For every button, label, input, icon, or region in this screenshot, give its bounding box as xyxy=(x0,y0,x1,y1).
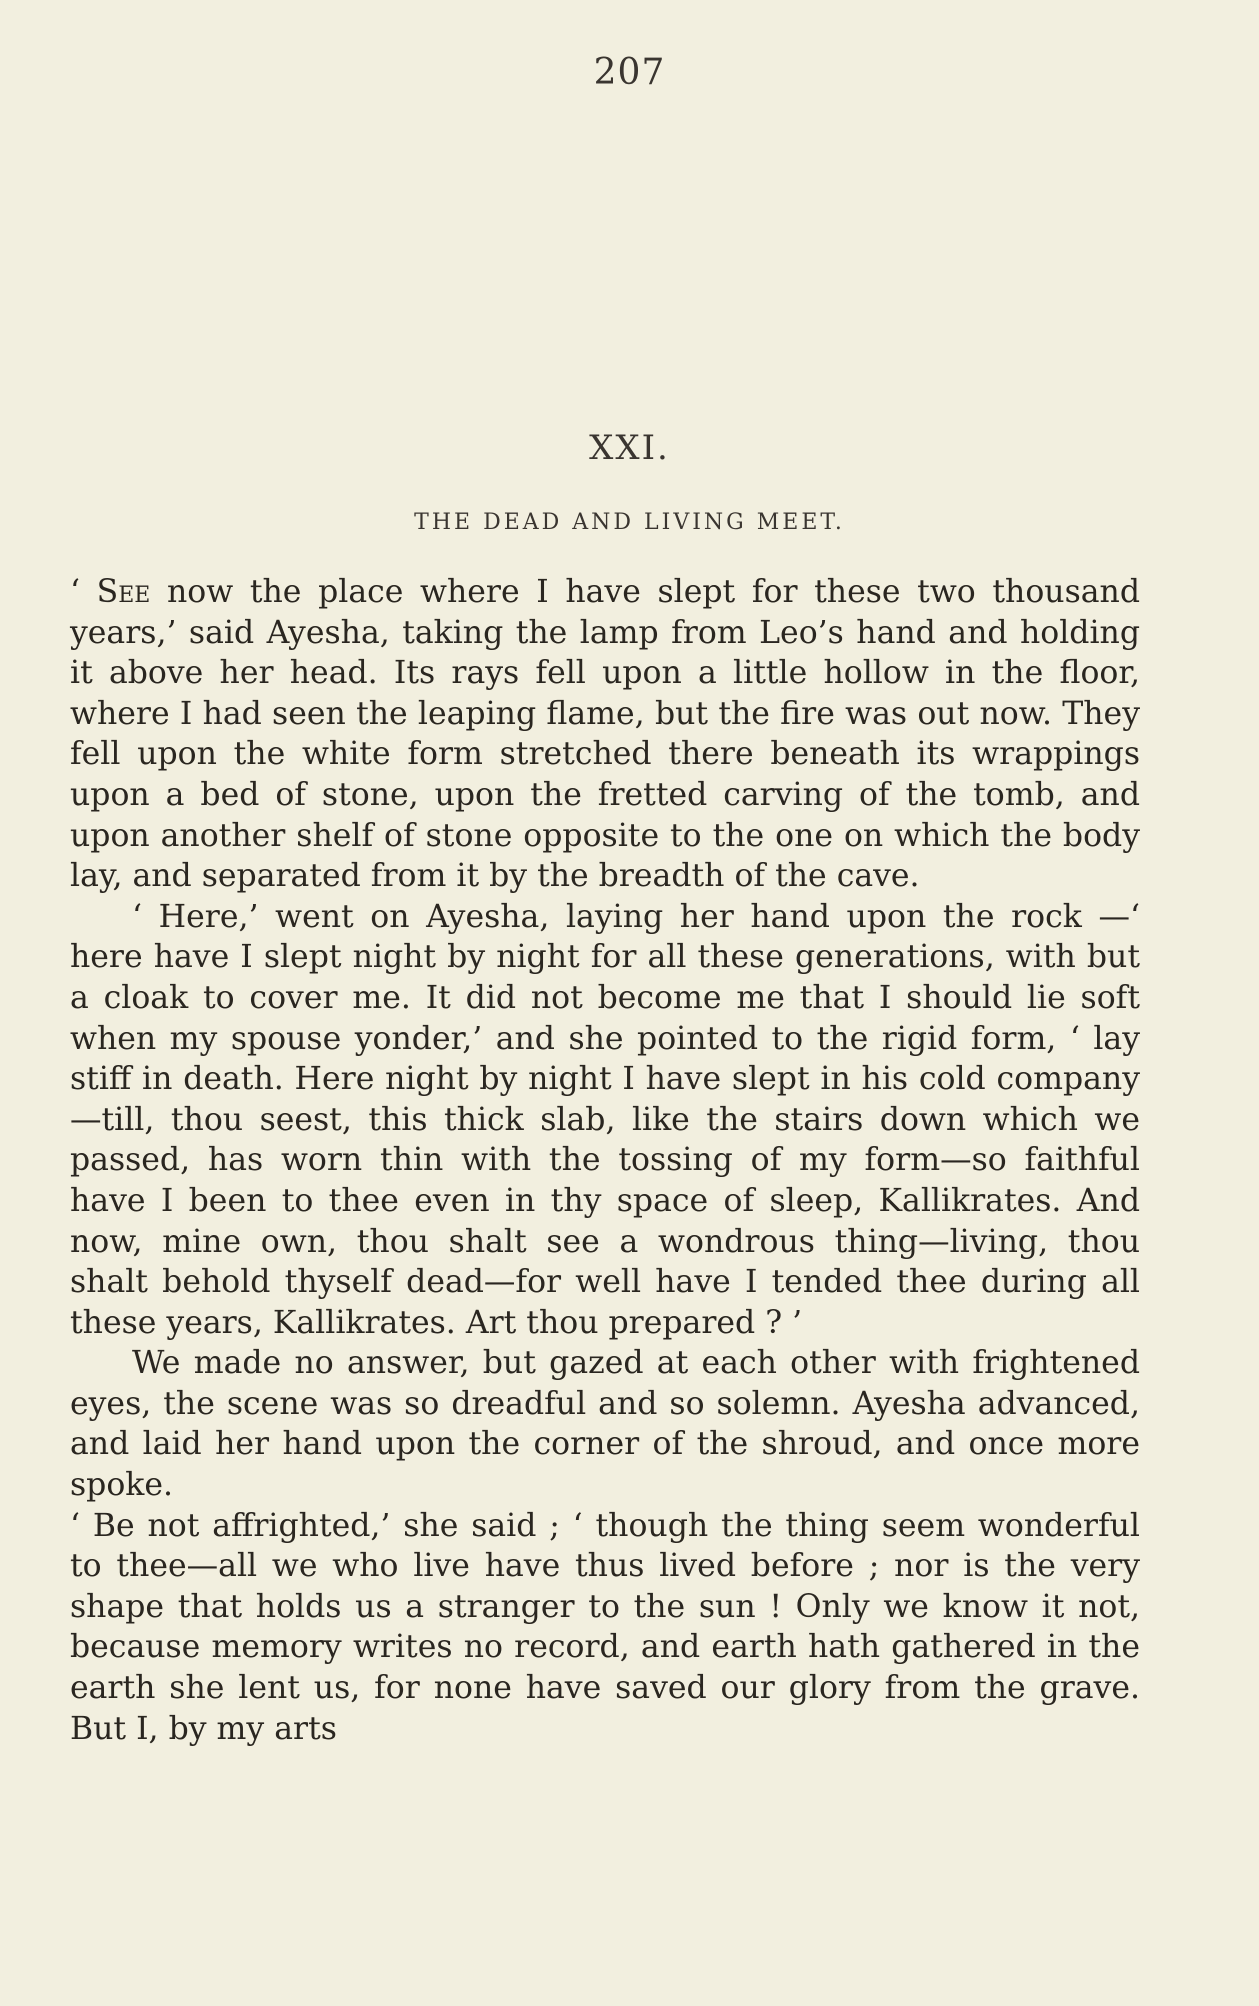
chapter-number: XXI. xyxy=(589,428,670,468)
page-number: 207 xyxy=(593,52,666,93)
paragraph-4: ‘ Be not affrighted,’ she said ; ‘ though the thing seem wonderful to thee—all we who live have thus lived before ; nor is the very shape that holds us a stranger to the sun ! Only we know it not, because memory writes no record, and earth hath gathered in the earth she lent us, for none have saved our glory from the grave. But I, by my arts xyxy=(70,1507,1140,1747)
paragraph-2: ‘ Here,’ went on Ayesha, laying her hand upon the rock —‘ here have I slept night by night for all these generations, with but a cloak to cover me. It did not become me that I should lie soft when my spouse yonder,’ and she pointed to the rigid form, ‘ lay stiff in death. Here night by night I have slept in his cold company—till, thou seest, this thick slab, like the stairs down which we passed, has worn thin with the tossing of my form—so faithful have I been to thee even in thy space of sleep, Kallikrates. And now, mine own, thou shalt see a wondrous thing—living, thou shalt behold thyself dead—for well have I tended thee during all these years, Kallikrates. Art thou prepared ? ’ xyxy=(70,898,1140,1341)
chapter-body xyxy=(70,572,1140,1749)
paragraph-3: We made no answer, but gazed at each other with frightened eyes, the scene was so dreadful and so solemn. Ayesha advanced, and laid her hand upon the corner of the shroud, and once more spoke. xyxy=(70,1345,1140,1504)
chapter-title: THE DEAD AND LIVING MEET. xyxy=(414,510,845,535)
paragraph-1 xyxy=(70,572,1140,897)
paragraph-text: now the place where I have slept for these two thousand years,’ said Ayesha, taking the lamp from Leo’s hand and holding it above her head. Its rays fell upon a little hollow in the floor, where I had seen the leaping flame, but the fire was out now. They fell upon the white form stretched there beneath its wrappings upon a bed of stone, upon the fretted carving of the tomb, and upon another shelf of stone opposite to the one on which the body lay, and separated from it by the breadth of the cave. xyxy=(70,574,1140,895)
opening-words: ‘ See xyxy=(70,574,151,610)
